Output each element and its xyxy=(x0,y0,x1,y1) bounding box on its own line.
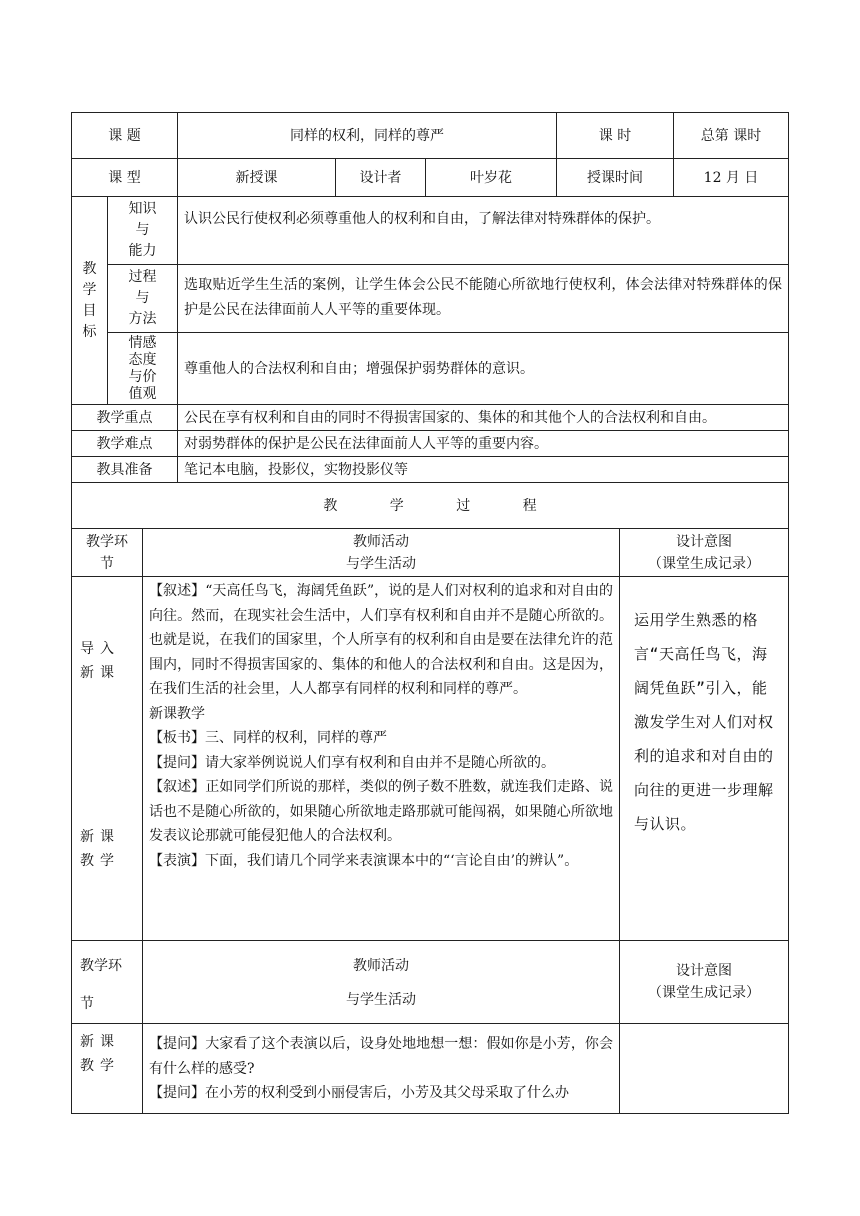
paragraph-perform: 【表演】下面，我们请几个同学来表演课本中的“‘言论自由’的辨认”。 xyxy=(149,852,579,869)
process-text: 选取贴近学生生活的案例，让学生体会公民不能随心所欲地行使权利，体会法律对特殊群体的保护是公民在法律面前人人平等的重要体现。 xyxy=(178,265,789,333)
process-label: 过程 与 方法 xyxy=(108,265,178,333)
intent-header: 设计意图 （课堂生成记录） xyxy=(620,529,789,577)
paragraph-narrate-2: 【叙述】正如同学们所说的那样，类似的例子数不胜数，就连我们走路、说话也不是随心所欲的，如果随心所欲地走路那就可能闯祸，如果随心所欲地发表议论那就可能侵犯他人的合法权利。 xyxy=(149,779,613,844)
stage-intro: 导入新课 xyxy=(80,641,120,681)
type-label: 课 型 xyxy=(72,159,178,197)
paragraph-board: 【板书】三、同样的权利，同样的尊严 xyxy=(149,730,387,746)
tools-text: 笔记本电脑，投影仪，实物投影仪等 xyxy=(178,457,789,483)
knowledge-label: 知识 与 能力 xyxy=(108,197,178,265)
emotion-text: 尊重他人的合法权利和自由；增强保护弱势群体的意识。 xyxy=(178,333,789,405)
stage-column xyxy=(72,577,143,941)
date-value: 12 月 日 xyxy=(674,159,789,197)
process-table xyxy=(71,482,789,1114)
stage-header-2: 教学环 节 xyxy=(72,941,143,1024)
paragraph-question-3: 【提问】在小芳的权利受到小丽侵害后，小芳及其父母采取了什么办 xyxy=(149,1085,569,1101)
hours-label: 课 时 xyxy=(557,113,674,159)
process-title: 教 学 过 程 xyxy=(72,483,789,529)
paragraph-new-lesson: 新课教学 xyxy=(149,705,205,722)
emotion-label: 情感 态度 与价 值观 xyxy=(108,333,178,405)
design-intent-2 xyxy=(620,1024,789,1114)
activity-content xyxy=(143,577,620,941)
paragraph-question: 【提问】请大家举例说说人们享有权利和自由并不是随心所欲的。 xyxy=(149,754,555,771)
date-label: 授课时间 xyxy=(557,159,674,197)
design-intent: 运用学生熟悉的格言“天高任鸟飞，海阔凭鱼跃”引入，能激发学生对人们对权利的追求和对自由的向往的更进一步理解与认识。 xyxy=(620,577,789,941)
knowledge-text: 认识公民行使权利必须尊重他人的权利和自由，了解法律对特殊群体的保护。 xyxy=(178,197,789,265)
goals-table xyxy=(71,196,789,483)
activity-header: 教师活动 与学生活动 xyxy=(143,529,620,577)
stage-new: 新课教学 xyxy=(80,829,120,869)
difficulty-label: 教学难点 xyxy=(72,431,178,457)
topic-label: 课 题 xyxy=(72,113,178,159)
stage-header: 教学环 节 xyxy=(72,529,143,577)
difficulty-text: 对弱势群体的保护是公民在法律面前人人平等的重要内容。 xyxy=(178,431,789,457)
designer-value: 叶岁花 xyxy=(426,159,557,197)
tools-label: 教具准备 xyxy=(72,457,178,483)
activity-content-2 xyxy=(143,1024,620,1114)
stage-new-2: 新课教学 xyxy=(72,1024,143,1114)
focus-label: 教学重点 xyxy=(72,405,178,431)
paragraph-question-2: 【提问】大家看了这个表演以后，设身处地地想一想：假如你是小芳，你会有什么样的感受? xyxy=(149,1036,613,1077)
hours-value: 总第 课时 xyxy=(674,113,789,159)
paragraph-narrate: 【叙述】“天高任鸟飞，海阔凭鱼跃”，说的是人们对权利的追求和对自由的向往。然而，在现实社会生活中，人们享有权利和自由并不是随心所欲的。也就是说，在我们的国家里，个人所享有的权利和自由是要在法律允许的范围内，同时不得损害国家的、集体的和他人的合法权利和自由。这是因为，在我们生活的社会里，人人都享有同样的权利和同样的尊严。 xyxy=(149,583,613,697)
topic-value: 同样的权利，同样的尊严 xyxy=(178,113,557,159)
intent-header-2: 设计意图 （课堂生成记录） xyxy=(620,941,789,1024)
type-value: 新授课 xyxy=(178,159,336,197)
goals-label: 教 学 目 标 xyxy=(72,197,108,405)
lesson-info-table xyxy=(71,112,789,197)
focus-text: 公民在享有权利和自由的同时不得损害国家的、集体的和其他个人的合法权利和自由。 xyxy=(178,405,789,431)
activity-header-2: 教师活动 与学生活动 xyxy=(143,941,620,1024)
designer-label: 设计者 xyxy=(336,159,426,197)
